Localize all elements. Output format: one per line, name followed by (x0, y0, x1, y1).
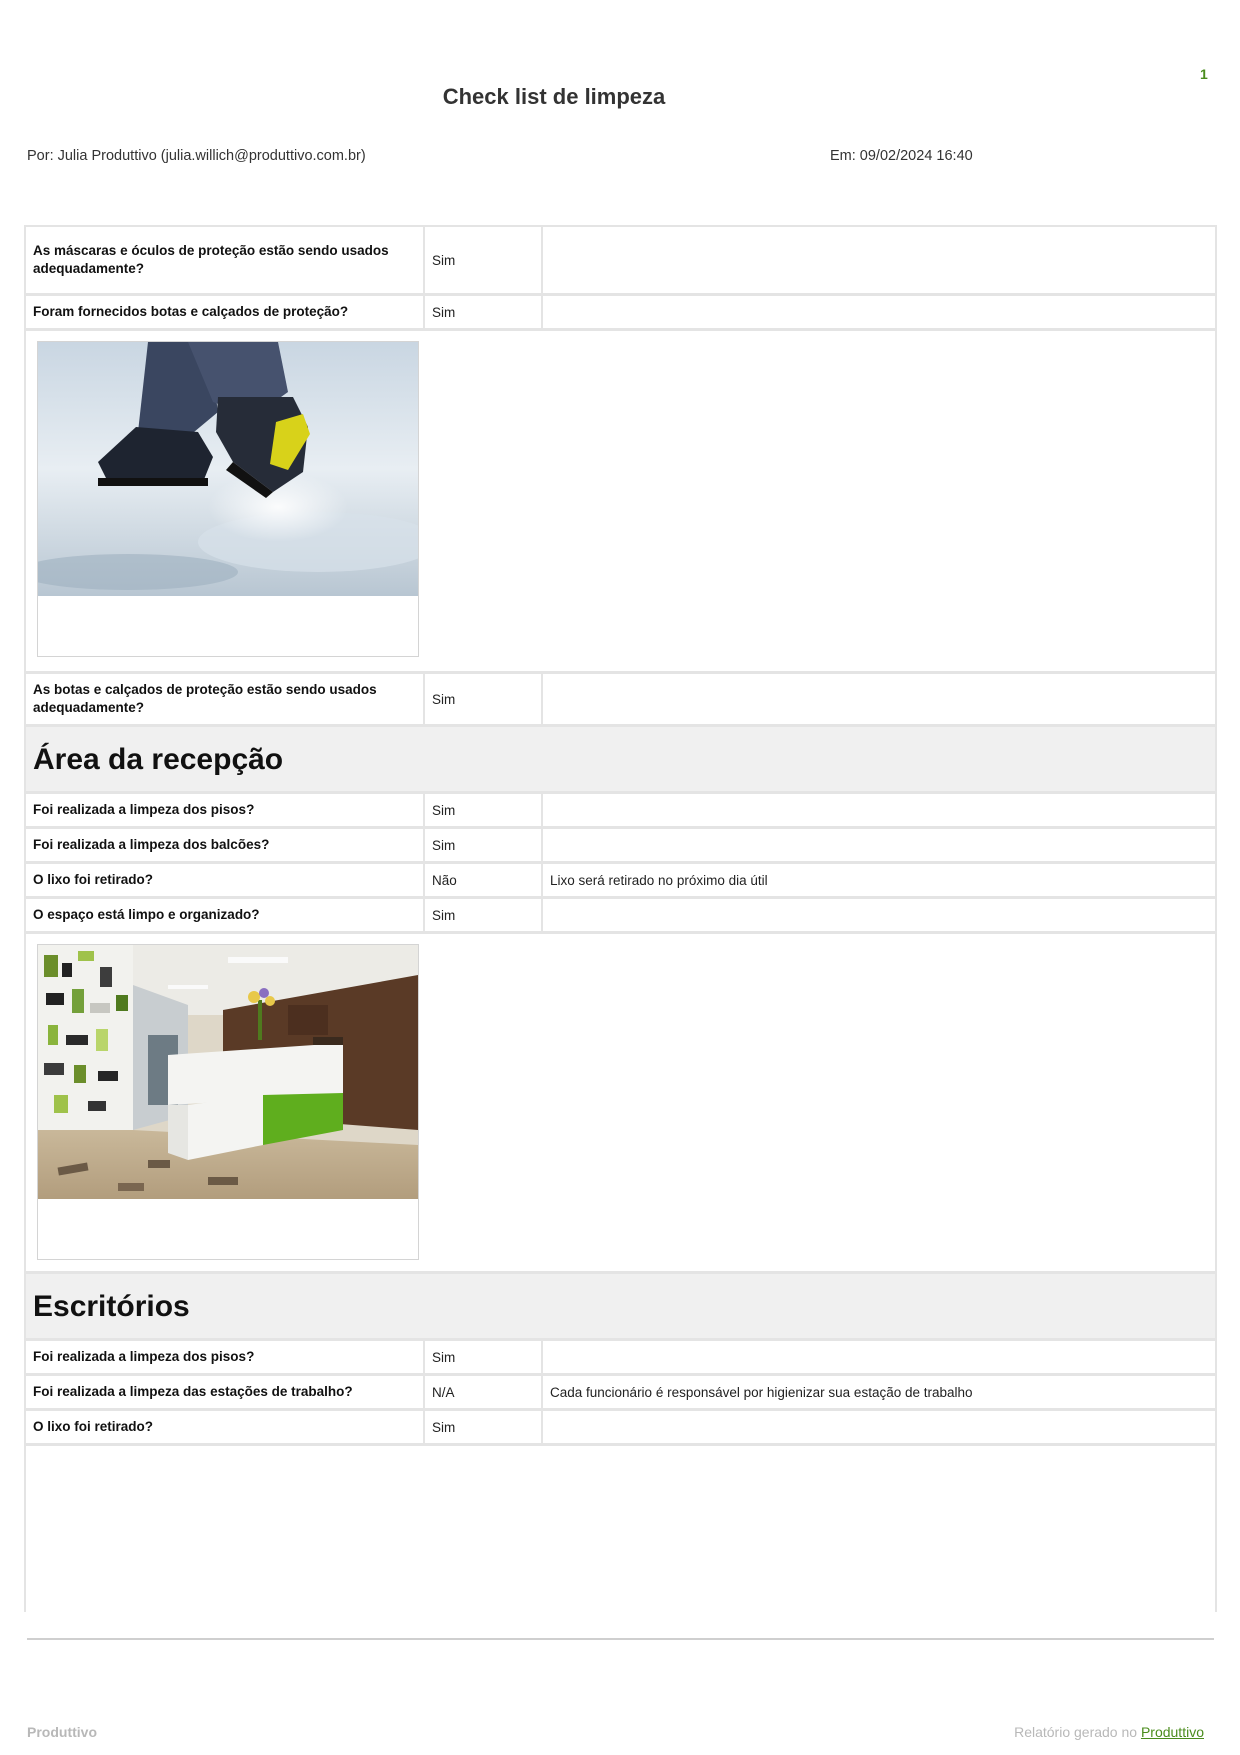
answer-cell: Sim (425, 1341, 543, 1373)
reception-photo (38, 945, 418, 1199)
section-header-offices (26, 1274, 1215, 1341)
question-cell: Foi realizada a limpeza dos balcões? (26, 829, 425, 861)
photo-frame[interactable] (37, 944, 419, 1260)
comment-cell (543, 899, 1215, 931)
boots-photo (38, 342, 418, 596)
table-row (26, 227, 1215, 296)
footer-generated-by (1014, 1724, 1204, 1740)
comment-cell: Lixo será retirado no próximo dia útil (550, 872, 768, 888)
answer-cell: Sim (425, 899, 543, 931)
footer-divider (27, 1638, 1214, 1640)
answer-cell: Não (425, 864, 543, 896)
comment-cell (543, 794, 1215, 826)
answer-cell: Sim (425, 674, 543, 724)
footer-generated-text: Relatório gerado no (1014, 1724, 1138, 1740)
table-row (26, 899, 1215, 934)
comment-cell: Cada funcionário é responsável por higienizar sua estação de trabalho (550, 1384, 973, 1400)
answer-cell: N/A (425, 1376, 543, 1408)
table-row (26, 1376, 1215, 1411)
report-author: Por: Julia Produttivo (julia.willich@produttivo.com.br) (27, 148, 366, 164)
footer-brand: Produttivo (27, 1724, 97, 1740)
comment-cell (543, 1411, 1215, 1443)
comment-cell (543, 829, 1215, 861)
comment-cell (543, 1341, 1215, 1373)
question-cell: As botas e calçados de proteção estão sendo usados adequadamente? (26, 674, 425, 724)
table-row (26, 829, 1215, 864)
section-title: Área da recepção (33, 743, 284, 776)
question-cell: O lixo foi retirado? (26, 864, 425, 896)
photo-attachment-row (26, 934, 1215, 1274)
table-row (26, 794, 1215, 829)
comment-cell (543, 227, 1215, 293)
photo-attachment-row (26, 331, 1215, 674)
page-number: 1 (1200, 66, 1208, 82)
question-cell: O espaço está limpo e organizado? (26, 899, 425, 931)
table-row (26, 674, 1215, 727)
question-cell: Foi realizada a limpeza das estações de trabalho? (26, 1376, 425, 1408)
section-header-reception (26, 727, 1215, 794)
comment-cell (543, 296, 1215, 328)
answer-cell: Sim (425, 227, 543, 293)
table-row (26, 296, 1215, 331)
photo-frame[interactable] (37, 341, 419, 657)
checklist-sheet (24, 225, 1217, 1612)
question-cell: As máscaras e óculos de proteção estão sendo usados adequadamente? (26, 227, 425, 293)
report-date: Em: 09/02/2024 16:40 (830, 148, 973, 164)
answer-cell: Sim (425, 1411, 543, 1443)
page-title: Check list de limpeza (442, 84, 666, 109)
question-cell: Foi realizada a limpeza dos pisos? (26, 794, 425, 826)
answer-cell: Sim (425, 829, 543, 861)
table-row (26, 1341, 1215, 1376)
answer-cell: Sim (425, 794, 543, 826)
question-cell: O lixo foi retirado? (26, 1411, 425, 1443)
question-cell: Foram fornecidos botas e calçados de proteção? (26, 296, 425, 328)
table-row (26, 1411, 1215, 1446)
table-row (26, 864, 1215, 899)
footer-produttivo-link[interactable]: Produttivo (1140, 1724, 1204, 1740)
question-cell: Foi realizada a limpeza dos pisos? (26, 1341, 425, 1373)
section-title: Escritórios (33, 1290, 190, 1323)
comment-cell (543, 674, 1215, 724)
answer-cell: Sim (425, 296, 543, 328)
